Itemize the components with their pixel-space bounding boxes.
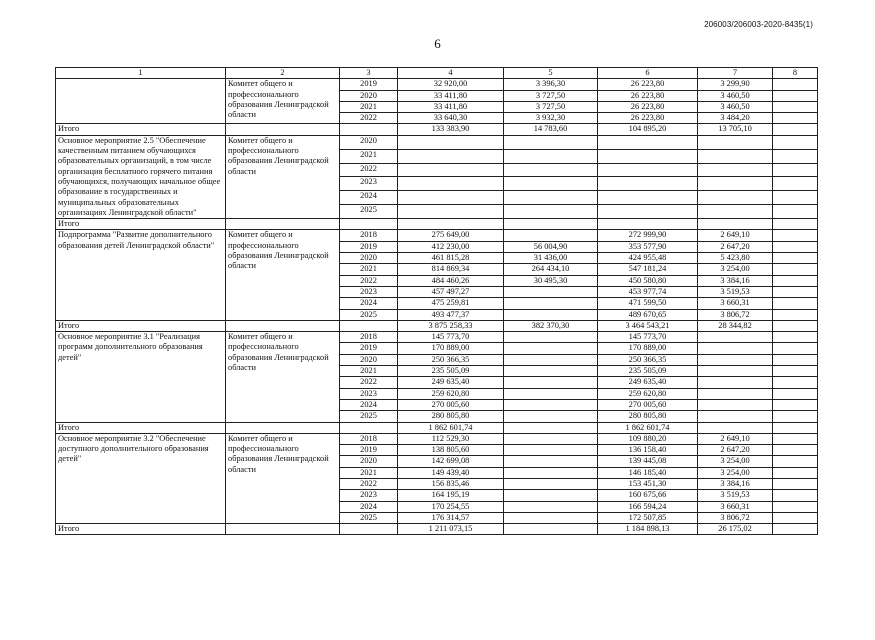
value-c8 — [773, 478, 818, 489]
value-c5 — [504, 298, 598, 309]
responsible-org: Комитет общего и профессионального образования Ленинградской области — [226, 79, 340, 124]
value-c5 — [504, 149, 598, 163]
value-c5 — [504, 478, 598, 489]
document-id: 206003/206003-2020-8435(1) — [704, 20, 813, 29]
value-c8 — [773, 135, 818, 149]
total-row — [56, 320, 818, 331]
value-c6: 453 977,74 — [598, 286, 698, 297]
year-cell: 2024 — [340, 501, 398, 512]
value-c8 — [773, 241, 818, 252]
value-c8 — [773, 377, 818, 388]
total-label: Итого — [56, 320, 226, 331]
empty-cell — [340, 124, 398, 135]
value-c8 — [773, 456, 818, 467]
value-c7 — [698, 399, 773, 410]
year-cell: 2019 — [340, 241, 398, 252]
year-cell: 2022 — [340, 478, 398, 489]
value-c5: 264 434,10 — [504, 264, 598, 275]
empty-cell — [340, 524, 398, 535]
value-c4 — [398, 205, 504, 219]
value-c4 — [398, 163, 504, 177]
value-c6: 250 366,35 — [598, 354, 698, 365]
value-c5 — [504, 163, 598, 177]
responsible-org: Комитет общего и профессионального образования Ленинградской области — [226, 230, 340, 320]
value-c6: 26 223,80 — [598, 101, 698, 112]
value-c8 — [773, 467, 818, 478]
value-c6: 153 451,30 — [598, 478, 698, 489]
value-c4: 249 635,40 — [398, 377, 504, 388]
page-number: 6 — [434, 36, 441, 51]
value-c7: 3 254,00 — [698, 467, 773, 478]
value-c6: 136 158,40 — [598, 445, 698, 456]
total-c7 — [698, 219, 773, 230]
value-c4 — [398, 135, 504, 149]
total-c4: 1 862 601,74 — [398, 422, 504, 433]
year-cell: 2019 — [340, 445, 398, 456]
value-c5 — [504, 501, 598, 512]
value-c8 — [773, 264, 818, 275]
value-c6: 26 223,80 — [598, 113, 698, 124]
value-c6: 235 505,09 — [598, 366, 698, 377]
value-c7: 3 460,50 — [698, 90, 773, 101]
total-c8 — [773, 124, 818, 135]
value-c8 — [773, 191, 818, 205]
value-c7 — [698, 354, 773, 365]
value-c4: 484 460,26 — [398, 275, 504, 286]
empty-cell — [226, 219, 340, 230]
value-c7 — [698, 411, 773, 422]
value-c7 — [698, 343, 773, 354]
value-c4: 138 805,60 — [398, 445, 504, 456]
value-c7 — [698, 205, 773, 219]
value-c8 — [773, 501, 818, 512]
value-c5: 31 436,00 — [504, 253, 598, 264]
value-c8 — [773, 149, 818, 163]
value-c8 — [773, 298, 818, 309]
value-c4: 270 005,60 — [398, 399, 504, 410]
total-c7 — [698, 422, 773, 433]
value-c6: 471 599,50 — [598, 298, 698, 309]
value-c7: 3 299,90 — [698, 79, 773, 90]
value-c4: 33 411,80 — [398, 101, 504, 112]
year-cell: 2018 — [340, 230, 398, 241]
total-c6: 1 862 601,74 — [598, 422, 698, 433]
column-header: 8 — [773, 68, 818, 79]
value-c8 — [773, 253, 818, 264]
empty-cell — [226, 124, 340, 135]
total-c8 — [773, 422, 818, 433]
value-c4 — [398, 177, 504, 191]
value-c7: 3 254,00 — [698, 456, 773, 467]
total-c4: 3 875 258,33 — [398, 320, 504, 331]
value-c5 — [504, 456, 598, 467]
year-cell: 2021 — [340, 467, 398, 478]
year-cell: 2024 — [340, 399, 398, 410]
value-c5: 3 932,30 — [504, 113, 598, 124]
year-cell: 2020 — [340, 135, 398, 149]
empty-cell — [340, 422, 398, 433]
value-c7: 2 649,10 — [698, 230, 773, 241]
value-c5 — [504, 490, 598, 501]
year-cell: 2024 — [340, 298, 398, 309]
value-c5: 3 396,30 — [504, 79, 598, 90]
total-row — [56, 219, 818, 230]
value-c4 — [398, 149, 504, 163]
column-header: 1 — [56, 68, 226, 79]
total-label: Итого — [56, 524, 226, 535]
value-c8 — [773, 286, 818, 297]
year-cell: 2020 — [340, 253, 398, 264]
column-header: 2 — [226, 68, 340, 79]
budget-table — [55, 67, 818, 535]
value-c5 — [504, 230, 598, 241]
value-c5 — [504, 411, 598, 422]
value-c6: 160 675,66 — [598, 490, 698, 501]
table-row — [56, 433, 818, 444]
value-c4: 112 529,30 — [398, 433, 504, 444]
value-c4: 493 477,37 — [398, 309, 504, 320]
total-c4 — [398, 219, 504, 230]
value-c4: 412 230,00 — [398, 241, 504, 252]
value-c4: 475 259,81 — [398, 298, 504, 309]
activity-name: Основное мероприятие 3.1 "Реализация программ дополнительного образования детей" — [56, 332, 226, 422]
value-c7 — [698, 332, 773, 343]
value-c7: 3 384,16 — [698, 275, 773, 286]
total-label: Итого — [56, 219, 226, 230]
value-c7 — [698, 135, 773, 149]
year-cell: 2023 — [340, 388, 398, 399]
value-c4: 170 254,55 — [398, 501, 504, 512]
value-c5 — [504, 177, 598, 191]
total-c6: 3 464 543,21 — [598, 320, 698, 331]
value-c8 — [773, 309, 818, 320]
value-c4: 814 869,34 — [398, 264, 504, 275]
year-cell: 2025 — [340, 411, 398, 422]
value-c7: 3 806,72 — [698, 309, 773, 320]
value-c7: 2 647,20 — [698, 445, 773, 456]
value-c8 — [773, 399, 818, 410]
year-cell: 2020 — [340, 90, 398, 101]
value-c5 — [504, 377, 598, 388]
value-c7: 3 806,72 — [698, 512, 773, 523]
value-c5 — [504, 191, 598, 205]
value-c8 — [773, 433, 818, 444]
empty-cell — [226, 524, 340, 535]
column-header: 5 — [504, 68, 598, 79]
year-cell: 2018 — [340, 433, 398, 444]
value-c6: 259 620,80 — [598, 388, 698, 399]
year-cell: 2018 — [340, 332, 398, 343]
column-header: 6 — [598, 68, 698, 79]
value-c6: 166 594,24 — [598, 501, 698, 512]
activity-name: Основное мероприятие 3.2 "Обеспечение доступного дополнительного образования детей" — [56, 433, 226, 523]
value-c4: 176 314,57 — [398, 512, 504, 523]
value-c6: 424 955,48 — [598, 253, 698, 264]
year-cell: 2025 — [340, 309, 398, 320]
table-row — [56, 230, 818, 241]
value-c7: 2 647,20 — [698, 241, 773, 252]
value-c4: 33 640,30 — [398, 113, 504, 124]
value-c8 — [773, 332, 818, 343]
value-c7 — [698, 377, 773, 388]
empty-cell — [340, 219, 398, 230]
total-c5 — [504, 422, 598, 433]
value-c4: 142 699,08 — [398, 456, 504, 467]
value-c8 — [773, 354, 818, 365]
total-c5: 14 783,60 — [504, 124, 598, 135]
year-cell: 2023 — [340, 490, 398, 501]
value-c8 — [773, 445, 818, 456]
value-c4: 457 497,27 — [398, 286, 504, 297]
value-c4: 280 805,80 — [398, 411, 504, 422]
year-cell: 2025 — [340, 512, 398, 523]
column-header: 3 — [340, 68, 398, 79]
value-c7: 5 423,80 — [698, 253, 773, 264]
value-c4: 156 835,46 — [398, 478, 504, 489]
total-c7: 13 705,10 — [698, 124, 773, 135]
value-c8 — [773, 113, 818, 124]
responsible-org: Комитет общего и профессионального образования Ленинградской области — [226, 332, 340, 422]
value-c8 — [773, 101, 818, 112]
year-cell: 2023 — [340, 286, 398, 297]
value-c8 — [773, 512, 818, 523]
value-c5: 56 004,90 — [504, 241, 598, 252]
value-c5: 3 727,50 — [504, 101, 598, 112]
value-c4: 461 815,28 — [398, 253, 504, 264]
value-c5 — [504, 354, 598, 365]
value-c4: 170 889,00 — [398, 343, 504, 354]
year-cell: 2021 — [340, 366, 398, 377]
column-header: 7 — [698, 68, 773, 79]
value-c4: 235 505,09 — [398, 366, 504, 377]
value-c7: 3 660,31 — [698, 298, 773, 309]
value-c4: 164 195,19 — [398, 490, 504, 501]
total-c8 — [773, 524, 818, 535]
year-cell: 2021 — [340, 264, 398, 275]
value-c8 — [773, 230, 818, 241]
value-c7 — [698, 388, 773, 399]
total-c6: 104 895,20 — [598, 124, 698, 135]
value-c6: 26 223,80 — [598, 79, 698, 90]
value-c7: 3 254,00 — [698, 264, 773, 275]
value-c7: 3 384,16 — [698, 478, 773, 489]
value-c5 — [504, 388, 598, 399]
value-c7: 3 460,50 — [698, 101, 773, 112]
year-cell: 2022 — [340, 163, 398, 177]
value-c5 — [504, 135, 598, 149]
total-c5 — [504, 524, 598, 535]
value-c8 — [773, 275, 818, 286]
value-c8 — [773, 388, 818, 399]
value-c7 — [698, 149, 773, 163]
empty-cell — [226, 320, 340, 331]
value-c6: 109 880,20 — [598, 433, 698, 444]
column-number-row — [56, 68, 818, 79]
total-c8 — [773, 320, 818, 331]
value-c6: 26 223,80 — [598, 90, 698, 101]
value-c8 — [773, 79, 818, 90]
value-c6: 249 635,40 — [598, 377, 698, 388]
total-c5: 382 370,30 — [504, 320, 598, 331]
value-c7: 3 660,31 — [698, 501, 773, 512]
value-c5 — [504, 512, 598, 523]
total-label: Итого — [56, 422, 226, 433]
activity-name: Подпрограмма "Развитие дополнительного образования детей Ленинградской области" — [56, 230, 226, 320]
value-c6: 547 181,24 — [598, 264, 698, 275]
value-c6 — [598, 191, 698, 205]
total-c6 — [598, 219, 698, 230]
activity-name — [56, 79, 226, 124]
year-cell: 2022 — [340, 377, 398, 388]
year-cell: 2021 — [340, 149, 398, 163]
value-c6: 139 445,08 — [598, 456, 698, 467]
responsible-org: Комитет общего и профессионального образования Ленинградской области — [226, 135, 340, 218]
value-c8 — [773, 205, 818, 219]
total-row — [56, 422, 818, 433]
value-c6 — [598, 149, 698, 163]
value-c6: 145 773,70 — [598, 332, 698, 343]
value-c7: 3 484,20 — [698, 113, 773, 124]
value-c6: 272 999,90 — [598, 230, 698, 241]
value-c7: 3 519,53 — [698, 490, 773, 501]
total-c7: 26 175,02 — [698, 524, 773, 535]
total-c6: 1 184 898,13 — [598, 524, 698, 535]
total-c5 — [504, 219, 598, 230]
value-c5: 30 495,30 — [504, 275, 598, 286]
value-c6: 353 577,90 — [598, 241, 698, 252]
table-row — [56, 79, 818, 90]
value-c7 — [698, 191, 773, 205]
value-c6 — [598, 135, 698, 149]
value-c6 — [598, 177, 698, 191]
value-c6 — [598, 205, 698, 219]
value-c5 — [504, 332, 598, 343]
year-cell: 2021 — [340, 101, 398, 112]
year-cell: 2025 — [340, 205, 398, 219]
year-cell: 2022 — [340, 275, 398, 286]
value-c6: 146 185,40 — [598, 467, 698, 478]
column-header: 4 — [398, 68, 504, 79]
value-c8 — [773, 490, 818, 501]
value-c7 — [698, 163, 773, 177]
value-c5 — [504, 309, 598, 320]
value-c4: 275 649,00 — [398, 230, 504, 241]
value-c5 — [504, 343, 598, 354]
total-c4: 1 211 073,15 — [398, 524, 504, 535]
total-label: Итого — [56, 124, 226, 135]
value-c5 — [504, 366, 598, 377]
value-c6 — [598, 163, 698, 177]
year-cell: 2020 — [340, 354, 398, 365]
value-c4: 33 411,80 — [398, 90, 504, 101]
value-c6: 172 507,85 — [598, 512, 698, 523]
value-c5 — [504, 433, 598, 444]
empty-cell — [340, 320, 398, 331]
value-c6: 280 805,80 — [598, 411, 698, 422]
value-c8 — [773, 90, 818, 101]
value-c4: 145 773,70 — [398, 332, 504, 343]
year-cell: 2019 — [340, 343, 398, 354]
total-c4: 133 383,90 — [398, 124, 504, 135]
year-cell: 2022 — [340, 113, 398, 124]
value-c8 — [773, 163, 818, 177]
value-c4: 149 439,40 — [398, 467, 504, 478]
value-c8 — [773, 366, 818, 377]
value-c5 — [504, 445, 598, 456]
value-c5 — [504, 205, 598, 219]
activity-name: Основное мероприятие 2.5 "Обеспечение качественным питанием обучающихся образовательных организаций, в том числе организация бесплатного горячего питания обучающихся, получающих начальное общее образование в государственных и муниципальных образовательных организациях Ленинградской области" — [56, 135, 226, 218]
value-c5 — [504, 286, 598, 297]
total-c7: 28 344,82 — [698, 320, 773, 331]
value-c4 — [398, 191, 504, 205]
value-c4: 259 620,80 — [398, 388, 504, 399]
total-row — [56, 124, 818, 135]
empty-cell — [226, 422, 340, 433]
total-row — [56, 524, 818, 535]
year-cell: 2023 — [340, 177, 398, 191]
value-c6: 270 005,60 — [598, 399, 698, 410]
value-c5 — [504, 467, 598, 478]
value-c6: 170 889,00 — [598, 343, 698, 354]
year-cell: 2024 — [340, 191, 398, 205]
value-c8 — [773, 411, 818, 422]
year-cell: 2020 — [340, 456, 398, 467]
responsible-org: Комитет общего и профессионального образования Ленинградской области — [226, 433, 340, 523]
value-c7 — [698, 366, 773, 377]
value-c4: 250 366,35 — [398, 354, 504, 365]
value-c7 — [698, 177, 773, 191]
value-c8 — [773, 177, 818, 191]
value-c6: 450 580,80 — [598, 275, 698, 286]
value-c4: 32 920,00 — [398, 79, 504, 90]
value-c7: 3 519,53 — [698, 286, 773, 297]
total-c8 — [773, 219, 818, 230]
value-c6: 489 670,65 — [598, 309, 698, 320]
value-c5: 3 727,50 — [504, 90, 598, 101]
year-cell: 2019 — [340, 79, 398, 90]
value-c8 — [773, 343, 818, 354]
value-c7: 2 649,10 — [698, 433, 773, 444]
table-row — [56, 332, 818, 343]
table-row — [56, 135, 818, 149]
value-c5 — [504, 399, 598, 410]
